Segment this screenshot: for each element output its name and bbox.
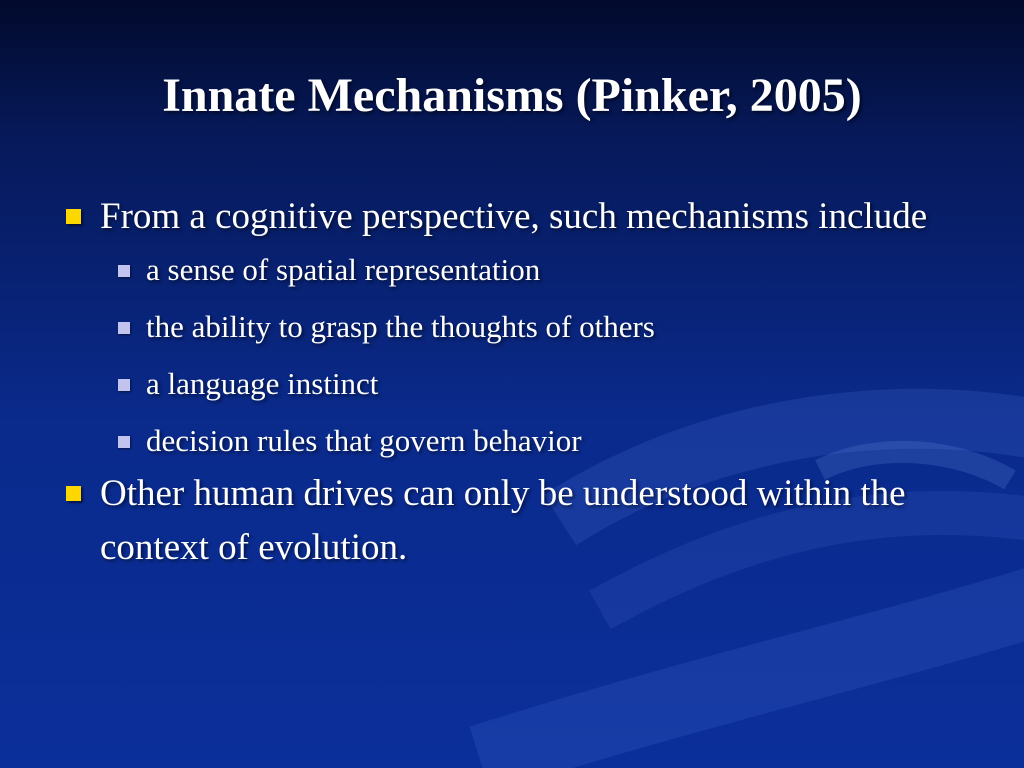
bullet-text: Other human drives can only be understood within the context of evolution. (100, 473, 906, 568)
sub-bullet-item-spatial-representation (60, 250, 960, 290)
square-bullet-icon (66, 209, 81, 224)
sub-bullet-item-decision-rules (60, 421, 960, 461)
square-bullet-icon (118, 265, 130, 277)
slide-title: Innate Mechanisms (Pinker, 2005) (162, 69, 862, 122)
square-bullet-icon (118, 436, 130, 448)
bullet-item-human-drives (60, 467, 960, 575)
square-bullet-icon (118, 379, 130, 391)
sub-bullet-text: a sense of spatial representation (146, 252, 541, 287)
square-bullet-icon (66, 486, 81, 501)
square-bullet-icon (118, 322, 130, 334)
bullet-item-cognitive-perspective (60, 190, 960, 244)
sub-bullet-text: a language instinct (146, 366, 379, 401)
sub-bullet-text: the ability to grasp the thoughts of others (146, 309, 655, 344)
sub-bullet-item-thoughts-of-others (60, 307, 960, 347)
bullet-text: From a cognitive perspective, such mechanisms include (100, 196, 928, 237)
sub-bullet-text: decision rules that govern behavior (146, 423, 582, 458)
sub-bullet-item-language-instinct (60, 364, 960, 404)
bullet-list (60, 190, 960, 581)
